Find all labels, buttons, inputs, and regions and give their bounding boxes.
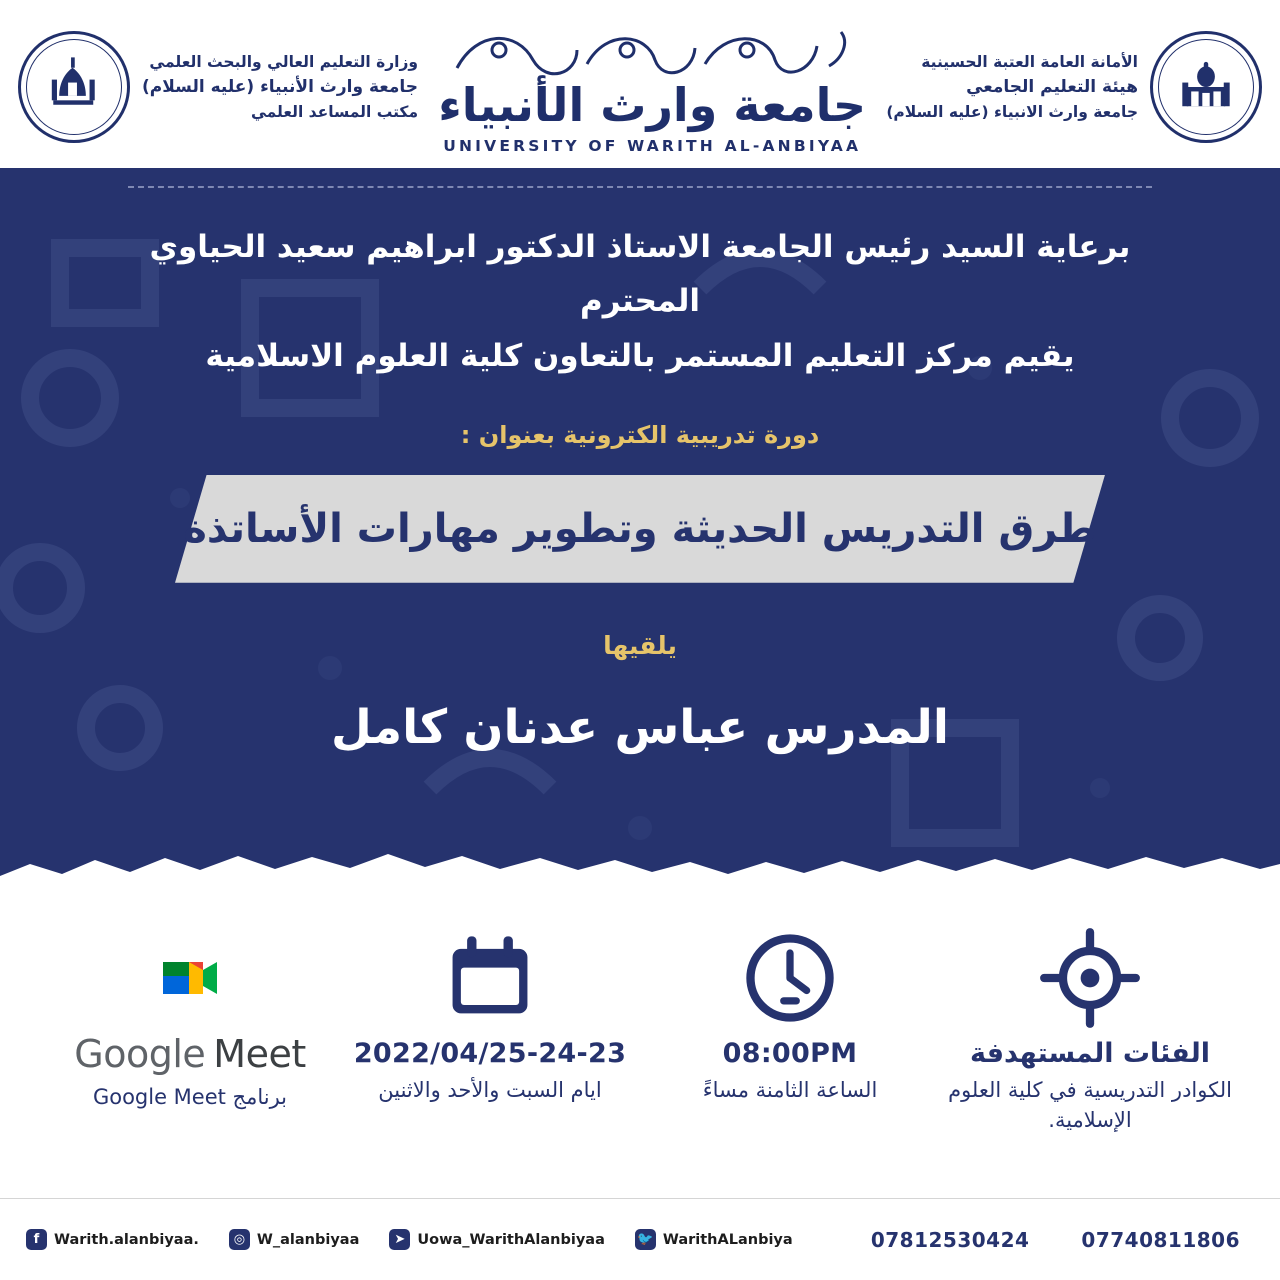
logo-flourish-icon: [437, 24, 867, 80]
telegram-icon: ➤: [389, 1229, 410, 1250]
facebook-handle: Warith.alanbiyaa.: [54, 1231, 199, 1248]
organizer-line: يقيم مركز التعليم المستمر بالتعاون كلية العلوم الاسلامية: [205, 337, 1075, 374]
left-org-line2: جامعة وارث الأنبياء (عليه السلام): [142, 76, 419, 97]
twitter-icon: 🐦: [635, 1229, 656, 1250]
logo-english-name: UNIVERSITY OF WARITH AL-ANBIYAA: [443, 136, 862, 155]
course-label: دورة تدريبية الكترونية بعنوان :: [460, 420, 820, 449]
platform-column: [40, 924, 340, 1112]
right-org-line2: هيئة التعليم الجامعي: [966, 76, 1138, 97]
date-column: [340, 924, 640, 1105]
telegram-handle: Uowa_WarithAlanbiyaa: [417, 1231, 605, 1248]
logo-arabic-name: جامعة وارث الأنبياء: [438, 77, 867, 132]
google-word: Google: [74, 1032, 206, 1076]
info-strip: [0, 898, 1280, 1198]
phone-number-2: 07740811806: [1081, 1227, 1240, 1252]
course-title-ribbon: [175, 475, 1105, 583]
google-meet-wordmark: [40, 1032, 340, 1076]
right-org-line1: الأمانة العامة العتبة الحسينية: [921, 52, 1138, 71]
patron-line: برعاية السيد رئيس الجامعة الاستاذ الدكتور ابراهيم سعيد الحياوي المحترم: [149, 229, 1131, 320]
date-value: 2022/04/25-24-23: [353, 1038, 627, 1069]
instagram-handle: W_alanbiyaa: [256, 1231, 360, 1248]
google-meet-icon: [40, 924, 340, 1032]
header-right-group: [886, 31, 1262, 143]
calendar-icon: [340, 924, 640, 1032]
course-title: طرق التدريس الحديثة وتطوير مهارات الأساتذة: [183, 505, 1097, 552]
holy-shrine-seal-icon: [1150, 31, 1262, 143]
torn-paper-edge: [0, 842, 1280, 898]
twitter-handle: WarithALanbiya: [662, 1231, 793, 1248]
time-caption: الساعة الثامنة مساءً: [702, 1078, 878, 1102]
social-twitter[interactable]: [635, 1229, 793, 1250]
social-instagram[interactable]: [229, 1229, 359, 1250]
platform-caption: برنامج Google Meet: [92, 1085, 288, 1109]
audience-column: [940, 924, 1240, 1136]
presented-by-label: يلقيها: [603, 630, 677, 660]
poster-body: [0, 168, 1280, 898]
poster-header: [0, 0, 1280, 168]
date-caption: ايام السبت والأحد والاثنين: [378, 1078, 602, 1102]
target-icon: [940, 924, 1240, 1032]
header-left-group: [18, 31, 418, 143]
right-org-line3: جامعة وارث الانبياء (عليه السلام): [886, 103, 1138, 122]
time-column: [640, 924, 940, 1105]
social-telegram[interactable]: [389, 1229, 604, 1250]
instagram-icon: ◎: [229, 1229, 250, 1250]
phone-number-1: 07812530424: [870, 1227, 1030, 1252]
time-value: 08:00PM: [722, 1038, 858, 1069]
left-org-line1: وزارة التعليم العالي والبحث العلمي: [149, 52, 419, 71]
social-links: [26, 1229, 871, 1250]
speaker-name: المدرس عباس عدنان كامل: [331, 699, 949, 755]
body-content: [0, 168, 1280, 755]
university-logo: [437, 20, 867, 155]
facebook-icon: f: [26, 1229, 47, 1250]
social-facebook[interactable]: [26, 1229, 199, 1250]
left-org-line3: مكتب المساعد العلمي: [250, 103, 419, 122]
poster-footer: [0, 1198, 1280, 1280]
phone-numbers: [871, 1228, 1254, 1252]
header-left-text: [142, 50, 418, 124]
header-right-text: [886, 50, 1138, 124]
university-seal-icon: [18, 31, 130, 143]
meet-word: Meet: [213, 1032, 306, 1076]
clock-icon: [640, 924, 940, 1032]
audience-title: الفئات المستهدفة: [970, 1038, 1210, 1069]
audience-caption: الكوادر التدريسية في كلية العلوم الإسلامية.: [948, 1078, 1232, 1133]
